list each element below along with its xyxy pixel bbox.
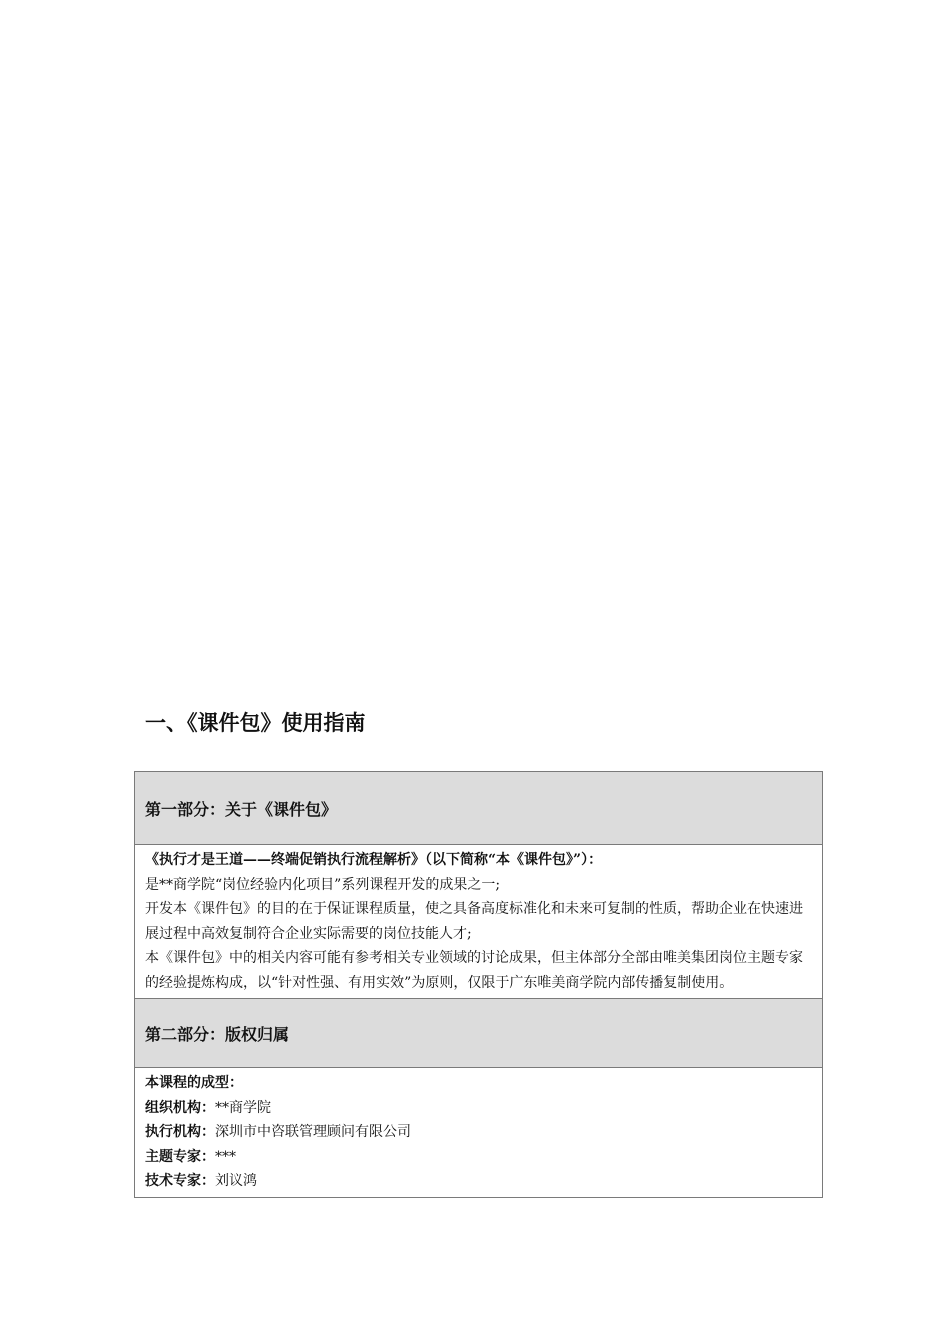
part2-header [135,998,822,1068]
section-heading: 一、《课件包》使用指南 [145,710,366,735]
part1-body [135,845,822,998]
credit-row-executor [145,1120,814,1145]
credit-label: 组织机构： [145,1099,215,1116]
credit-row-technical-expert [145,1169,814,1194]
credit-label: 技术专家： [145,1173,215,1189]
part1-header [135,772,822,845]
part1-title: 第一部分：关于《课件包》 [145,799,338,819]
credit-value: 深圳市中咨联管理顾问有限公司 [215,1124,411,1140]
credit-value: 刘议鸿 [215,1173,257,1189]
part1-line2: 开发本《课件包》的目的在于保证课程质量，使之具备高度标准化和未来可复制的性质，帮助企业在快速进展过程中高效复制符合企业实际需要的岗位技能人才; [145,901,803,942]
credit-value: **商学院 [215,1099,271,1116]
part2-subtitle: 本课程的成型： [145,1075,243,1091]
part1-line1: 是**商学院“岗位经验内化项目”系列课程开发的成果之一; [145,876,501,893]
credit-value: *** [215,1148,236,1165]
part1-line3: 本《课件包》中的相关内容可能有参考相关专业领域的讨论成果，但主体部分全部由唯美集团岗位主题专家的经验提炼构成，以“针对性强、有用实效”为原则，仅限于广东唯美商学院内部传播复制使用。 [145,950,803,991]
credit-row-organizer [145,1096,814,1121]
credit-label: 执行机构： [145,1124,215,1140]
part1-intro: 《执行才是王道——终端促销执行流程解析》（以下简称“本《课件包》”）： [145,852,603,868]
guide-table [134,771,823,1198]
credit-label: 主题专家： [145,1148,215,1165]
credit-row-subject-expert [145,1145,814,1170]
part2-body [135,1068,822,1197]
part2-title: 第二部分：版权归属 [145,1024,290,1044]
